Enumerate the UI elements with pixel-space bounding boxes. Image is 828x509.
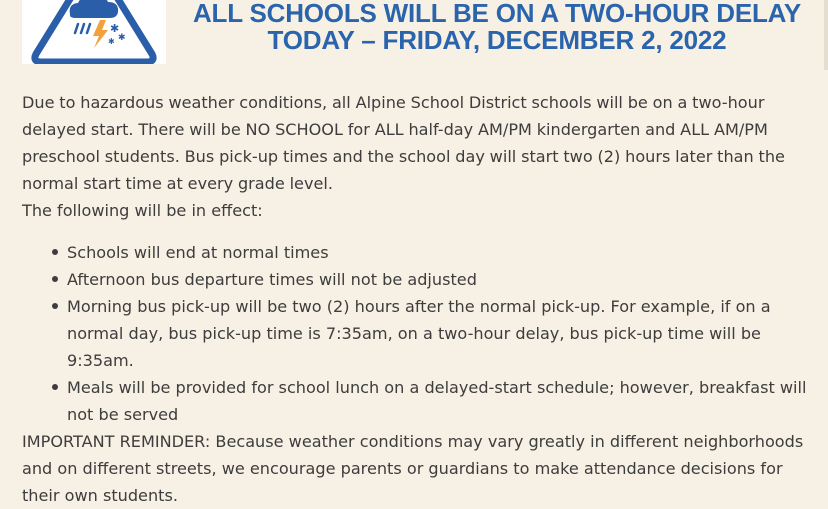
reminder-line: their own students. [22,486,178,505]
scrollbar [824,0,828,70]
page-header [0,0,828,70]
list-item-text: Morning bus pick-up will be two (2) hours after the normal pick-up. For example, if on a [67,297,771,316]
reminder-line: and on different streets, we encourage parents or guardians to make attendance decisions for [22,459,783,478]
reminder-line: IMPORTANT REMINDER: Because weather conditions may vary greatly in different neighborhoods [22,432,804,451]
intro-paragraph [22,89,822,197]
intro-line: Due to hazardous weather conditions, all Alpine School District schools will be on a two-hour [22,93,765,112]
effects-list [22,239,822,428]
list-item [67,239,822,266]
intro-line: delayed start. There will be NO SCHOOL for ALL half-day AM/PM kindergarten and ALL AM/PM [22,120,768,139]
list-item [67,293,822,374]
list-item-text: Schools will end at normal times [67,243,329,262]
bullet-icon [52,303,58,309]
headline [166,0,828,54]
bullet-icon [52,384,58,390]
list-item-text: not be served [67,405,179,424]
list-item-text: Meals will be provided for school lunch on a delayed-start schedule; however, breakfast will [67,378,807,397]
announcement-body [22,89,822,509]
headline-line-2: TODAY – FRIDAY, DECEMBER 2, 2022 [267,25,727,55]
weather-alert-logo [22,0,166,64]
list-item [67,266,822,293]
list-item-text: normal day, bus pick-up time is 7:35am, on a two-hour delay, bus pick-up time will be [67,324,761,343]
headline-line-1: ALL SCHOOLS WILL BE ON A TWO-HOUR DELAY [192,0,801,28]
list-item-text: Afternoon bus departure times will not be adjusted [67,270,477,289]
important-reminder [22,428,822,509]
svg-text:✱: ✱ [118,33,126,43]
intro-line: normal start time at every grade level. [22,174,333,193]
storm-weather-alert-icon [22,0,166,64]
intro-line: preschool students. Bus pick-up times and the school day will start two (2) hours later than the [22,147,785,166]
list-item [67,374,822,428]
bullet-icon [52,276,58,282]
effect-heading: The following will be in effect: [22,201,263,220]
list-item-text: 9:35am. [67,351,134,370]
svg-text:✱: ✱ [108,37,115,46]
svg-text:✱: ✱ [110,22,120,35]
bullet-icon [52,249,58,255]
